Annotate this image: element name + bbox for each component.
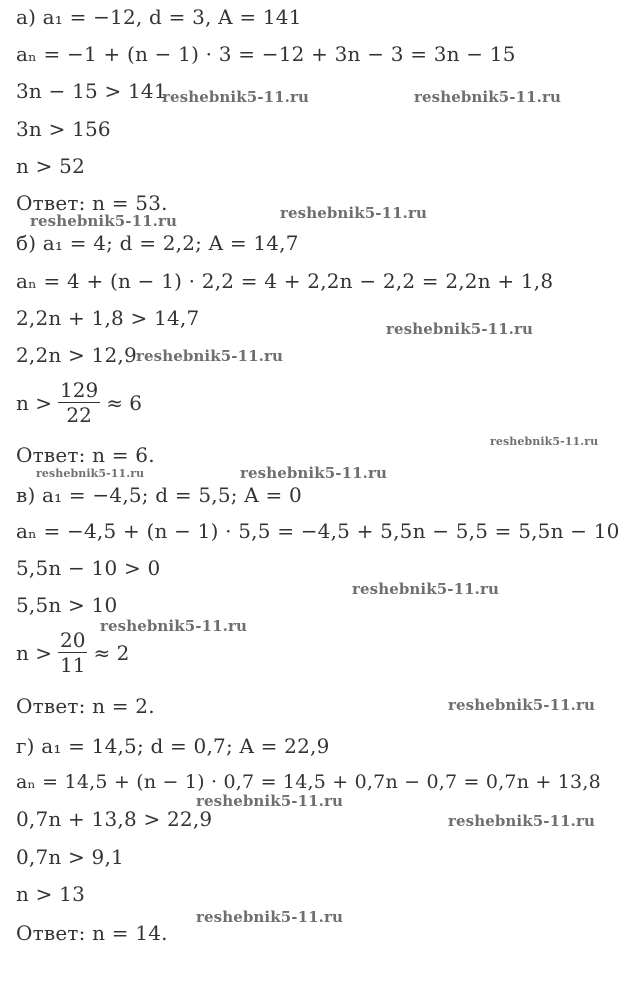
watermark-text: reshebnik5-11.ru [240,464,387,482]
watermark-text: reshebnik5-11.ru [162,88,309,106]
solution-b-inequality-1: 2,2n + 1,8 > 14,7 [16,306,200,330]
solution-b-fraction-lhs: n > [16,390,52,415]
solution-c-fraction-denominator: 11 [60,653,86,677]
watermark-text: reshebnik5-11.ru [386,320,533,338]
solution-b-fraction-numerator: 129 [60,378,99,402]
watermark-text: reshebnik5-11.ru [196,908,343,926]
watermark-text: reshebnik5-11.ru [414,88,561,106]
solution-c-formula: aₙ = −4,5 + (n − 1) · 5,5 = −4,5 + 5,5n − 5,5 = 5,5n − 10 [16,519,620,543]
solution-d-answer: Ответ: n = 14. [16,921,168,945]
solution-b-answer: Ответ: n = 6. [16,443,155,467]
solution-a-given: а) a₁ = −12, d = 3, A = 141 [16,5,302,29]
solution-a-inequality-3: n > 52 [16,154,86,178]
watermark-text: reshebnik5-11.ru [30,212,177,230]
solution-b-given: б) a₁ = 4; d = 2,2; A = 14,7 [16,231,299,255]
solution-d-inequality-3: n > 13 [16,882,86,906]
solution-c-inequality-2: 5,5n > 10 [16,593,118,617]
watermark-text: reshebnik5-11.ru [352,580,499,598]
watermark-text: reshebnik5-11.ru [280,204,427,222]
solution-a-answer: Ответ: n = 53. [16,191,168,215]
watermark-text: reshebnik5-11.ru [196,792,343,810]
solution-c-fraction-rhs: ≈ 2 [93,640,130,665]
solution-c-given: в) a₁ = −4,5; d = 5,5; A = 0 [16,483,302,507]
solution-b-fraction-line [16,378,142,427]
solution-b-fraction [58,378,100,427]
solution-c-fraction-line [16,628,129,677]
solution-a-formula: aₙ = −1 + (n − 1) · 3 = −12 + 3n − 3 = 3n − 15 [16,42,516,66]
watermark-text: reshebnik5-11.ru [36,467,145,480]
solution-c-fraction [58,628,87,677]
solution-b-formula: aₙ = 4 + (n − 1) · 2,2 = 4 + 2,2n − 2,2 = 2,2n + 1,8 [16,269,554,293]
solution-c-answer: Ответ: n = 2. [16,694,155,718]
solution-b-inequality-2: 2,2n > 12,9 [16,343,137,367]
solution-a-inequality-2: 3n > 156 [16,117,111,141]
solution-b-fraction-denominator: 22 [66,403,92,427]
solution-c-fraction-numerator: 20 [60,628,86,652]
solution-c-inequality-1: 5,5n − 10 > 0 [16,556,161,580]
solution-d-formula: aₙ = 14,5 + (n − 1) · 0,7 = 14,5 + 0,7n − 0,7 = 0,7n + 13,8 [16,771,601,793]
watermark-text: reshebnik5-11.ru [100,617,247,635]
watermark-text: reshebnik5-11.ru [136,347,283,365]
solution-d-inequality-2: 0,7n > 9,1 [16,845,124,869]
solution-d-inequality-1: 0,7n + 13,8 > 22,9 [16,807,213,831]
watermark-text: reshebnik5-11.ru [490,435,599,448]
watermark-text: reshebnik5-11.ru [448,696,595,714]
solution-c-fraction-lhs: n > [16,640,52,665]
solution-b-fraction-rhs: ≈ 6 [106,390,143,415]
solution-d-given: г) a₁ = 14,5; d = 0,7; A = 22,9 [16,734,330,758]
watermark-text: reshebnik5-11.ru [448,812,595,830]
solution-a-inequality-1: 3n − 15 > 141 [16,79,167,103]
